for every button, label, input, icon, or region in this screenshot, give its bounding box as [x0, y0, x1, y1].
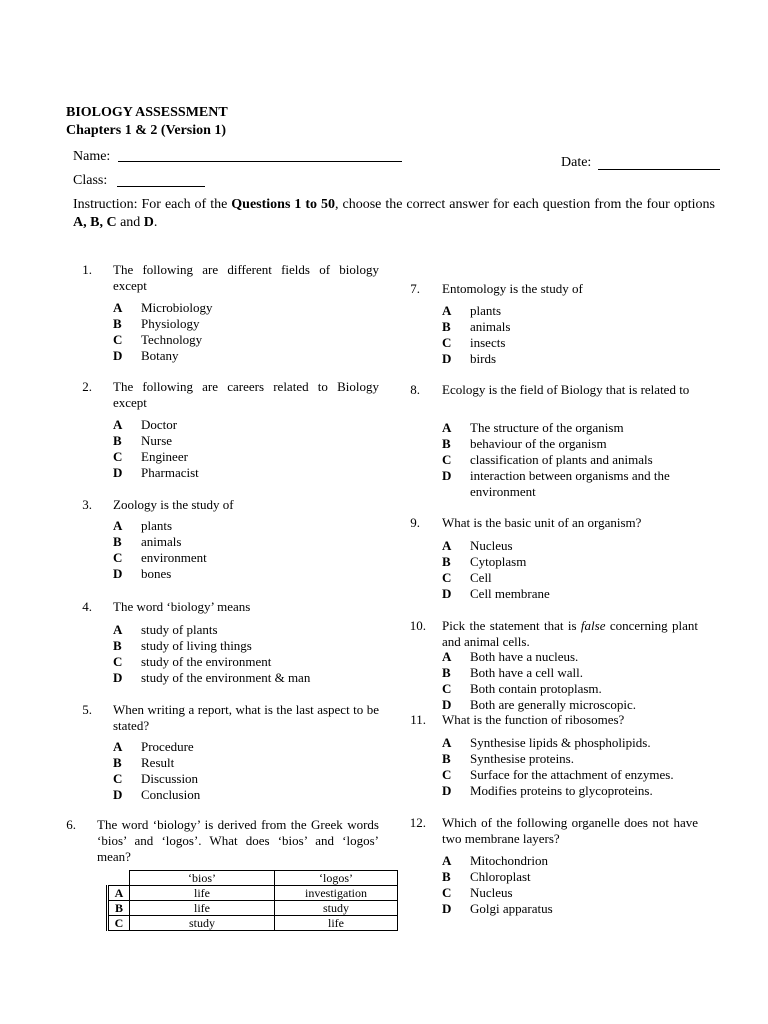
option-a[interactable]: A Both have a nucleus.	[442, 649, 579, 664]
option-c[interactable]: C Surface for the attachment of enzymes.	[442, 767, 674, 782]
options	[442, 649, 692, 713]
question-text: Pick the statement that is false concerning plant and animal cells.	[442, 618, 698, 649]
option-a[interactable]: A Mitochondrion	[442, 853, 548, 868]
options	[113, 622, 353, 686]
question-text: Zoology is the study of	[113, 497, 234, 512]
question-number: 11.	[410, 712, 426, 727]
question-number: 8.	[410, 382, 420, 397]
question-number: 4.	[82, 599, 92, 614]
option-d[interactable]: D interaction between organisms and the environment	[442, 468, 670, 499]
question-number: 1.	[82, 262, 92, 277]
date-label: Date:	[561, 155, 592, 170]
date-field[interactable]	[598, 169, 720, 170]
option-c[interactable]: C Both contain protoplasm.	[442, 681, 602, 696]
question-number: 7.	[410, 281, 420, 296]
option-a[interactable]: A Synthesise lipids & phospholipids.	[442, 735, 651, 750]
options	[442, 538, 692, 602]
option-b[interactable]: B Chloroplast	[442, 869, 531, 884]
question-number: 6.	[66, 817, 76, 832]
option-b[interactable]: B Result	[113, 755, 175, 770]
instruction-text: Instruction: For each of the Questions 1 to 50, choose the correct answer for each question from the four options A, B, C and D.	[73, 197, 715, 230]
option-c[interactable]: C Engineer	[113, 449, 188, 464]
page-title: BIOLOGY ASSESSMENT	[66, 105, 228, 120]
option-c[interactable]: C environment	[113, 550, 207, 565]
options	[113, 300, 353, 364]
options	[113, 518, 353, 582]
table-header: ‘logos’	[275, 871, 398, 886]
class-field[interactable]	[117, 186, 205, 187]
option-c[interactable]: C classification of plants and animals	[442, 452, 653, 467]
table-row[interactable]	[108, 916, 398, 931]
question-text: The word ‘biology’ means	[113, 599, 251, 614]
options	[442, 735, 702, 799]
table-header-row	[108, 871, 398, 886]
table-cell: life	[130, 901, 275, 916]
option-a[interactable]: A plants	[442, 303, 502, 318]
table-cell: life	[275, 916, 398, 931]
option-c[interactable]: C Nucleus	[442, 885, 513, 900]
table-corner	[108, 871, 130, 886]
question-text: The following are different fields of biology except	[113, 262, 379, 293]
question-number: 2.	[82, 379, 92, 394]
table-row[interactable]	[108, 901, 398, 916]
option-b[interactable]: B Cytoplasm	[442, 554, 527, 569]
question-number: 5.	[82, 702, 92, 717]
option-a[interactable]: A Procedure	[113, 739, 194, 754]
page-subtitle: Chapters 1 & 2 (Version 1)	[66, 123, 227, 138]
options	[113, 739, 353, 803]
question-number: 9.	[410, 515, 420, 530]
name-label: Name:	[73, 149, 111, 164]
question-text: What is the function of ribosomes?	[442, 712, 625, 727]
option-c[interactable]: C insects	[442, 335, 506, 350]
options	[442, 420, 674, 500]
option-d[interactable]: D Cell membrane	[442, 586, 550, 601]
option-a[interactable]: A plants	[113, 518, 173, 533]
option-b[interactable]: B behaviour of the organism	[442, 436, 607, 451]
option-b[interactable]: B Both have a cell wall.	[442, 665, 583, 680]
option-a[interactable]: A study of plants	[113, 622, 218, 637]
option-b[interactable]: B Physiology	[113, 316, 200, 331]
option-a[interactable]: A Microbiology	[113, 300, 213, 315]
table-cell: investigation	[275, 886, 398, 901]
table-row[interactable]	[108, 886, 398, 901]
table-cell: study	[275, 901, 398, 916]
option-b[interactable]: B animals	[113, 534, 182, 549]
question-text: When writing a report, what is the last aspect to be stated?	[113, 702, 379, 733]
class-label: Class:	[73, 173, 108, 188]
option-d[interactable]: D Conclusion	[113, 787, 201, 802]
question-number: 10.	[409, 618, 426, 633]
option-d[interactable]: D Pharmacist	[113, 465, 199, 480]
question-text: What is the basic unit of an organism?	[442, 515, 642, 530]
option-a[interactable]: A Doctor	[113, 417, 178, 432]
table-option-letter: B	[108, 901, 130, 916]
option-b[interactable]: B study of living things	[113, 638, 252, 653]
table-option-letter: C	[108, 916, 130, 931]
question-text: Ecology is the field of Biology that is related to	[442, 382, 690, 397]
option-d[interactable]: D Botany	[113, 348, 179, 363]
option-b[interactable]: B animals	[442, 319, 511, 334]
option-d[interactable]: D bones	[113, 566, 172, 581]
question-text: Entomology is the study of	[442, 281, 583, 296]
table-cell: life	[130, 886, 275, 901]
question-text: The word ‘biology’ is derived from the Greek words ‘bios’ and ‘logos’. What does ‘bios’ and ‘logos’ mean?	[97, 817, 379, 864]
options	[113, 417, 353, 481]
options	[442, 303, 692, 367]
option-d[interactable]: D birds	[442, 351, 496, 366]
option-d[interactable]: D Both are generally microscopic.	[442, 697, 637, 712]
question-number: 3.	[82, 497, 92, 512]
option-d[interactable]: D study of the environment & man	[113, 670, 311, 685]
option-d[interactable]: D Golgi apparatus	[442, 901, 553, 916]
option-b[interactable]: B Synthesise proteins.	[442, 751, 574, 766]
option-a[interactable]: A The structure of the organism	[442, 420, 624, 435]
table-cell: study	[130, 916, 275, 931]
table-option-letter: A	[108, 886, 130, 901]
option-c[interactable]: C Discussion	[113, 771, 199, 786]
question-text: The following are careers related to Biology except	[113, 379, 379, 410]
option-c[interactable]: C Technology	[113, 332, 203, 347]
option-b[interactable]: B Nurse	[113, 433, 173, 448]
question-text: Which of the following organelle does not have two membrane layers?	[442, 815, 698, 846]
bios-logos-table	[106, 870, 398, 931]
option-c[interactable]: C Cell	[442, 570, 492, 585]
name-field[interactable]	[118, 161, 402, 162]
options	[442, 853, 692, 917]
option-a[interactable]: A Nucleus	[442, 538, 513, 553]
table-header: ‘bios’	[130, 871, 275, 886]
option-d[interactable]: D Modifies proteins to glycoproteins.	[442, 783, 653, 798]
question-number: 12.	[409, 815, 426, 830]
option-c[interactable]: C study of the environment	[113, 654, 272, 669]
